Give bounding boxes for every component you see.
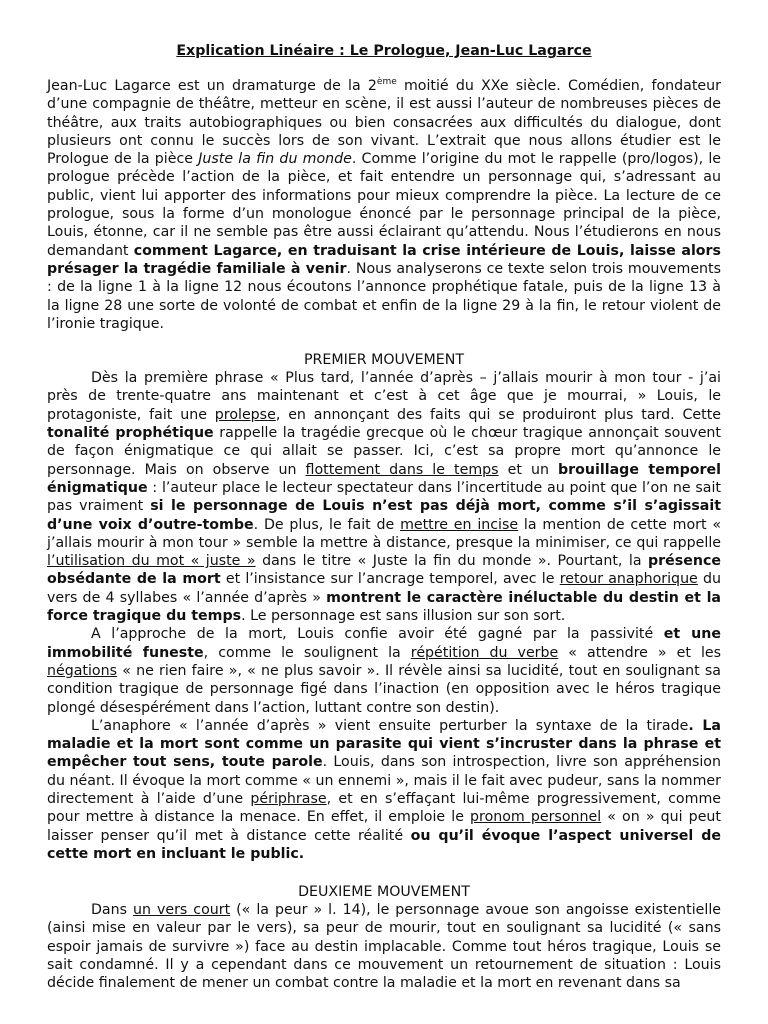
underlined-term: pronom personnel — [470, 809, 602, 826]
text: et l’insistance sur l’ancrage temporel, avec le — [220, 571, 560, 588]
text: la mention de cette mort « j’allais mourir à mon tour » semble la mettre à distance, presque la minimiser, ce qui rappelle — [47, 516, 722, 551]
bold-term: tonalité prophétique — [47, 425, 214, 442]
underlined-term: négations — [47, 662, 117, 679]
text: A l’approche de la mort, Louis confie avoir été gagné par la passivité — [91, 626, 664, 643]
text: « attendre » et les — [558, 644, 722, 661]
text: « ne rien faire », « ne plus savoir ». Il révèle ainsi sa lucidité, tout en soulignant sa condition tragique de personnage figé dans l’inaction (en opposition avec le héros tragique plongé désespérément dans l’action, luttant contre son destin). — [47, 662, 721, 716]
bold-term: si le personnage de Louis n’est pas déjà mort, comme s’il s’agissait d’une voix d’outre-tombe — [47, 498, 721, 533]
section-heading-deuxieme: DEUXIEME MOUVEMENT — [298, 884, 470, 901]
underlined-term: flottement dans le temps — [305, 461, 499, 478]
text: , comme le soulignent la — [203, 644, 411, 661]
text: dans le titre « Juste la fin du monde ». Pourtant, la — [255, 553, 649, 570]
intro-text: . Nous analyserons ce texte selon trois mouvements : de la ligne 1 à la ligne 12 nous écoutons l’annonce prophétique fatale, puis de la ligne 13 à la ligne 28 une sorte de volonté de combat et enfin de la ligne 29 à la fin, le retour violent de l’ironie tragique. — [47, 260, 721, 332]
underlined-term: retour anaphorique — [559, 571, 698, 588]
text: du vers de 4 syllabes « l’année d’après » — [47, 571, 722, 606]
text: et un — [498, 461, 558, 478]
bold-term: présence obsédante de la mort — [47, 553, 721, 588]
text: « on » qui peut laisser penser qu’il met à distance cette réalité — [47, 809, 721, 844]
intro-text: Jean-Luc Lagarce est un dramaturge de la 2 — [47, 78, 377, 94]
intro-paragraph — [47, 77, 721, 333]
section-heading-premier: PREMIER MOUVEMENT — [303, 352, 465, 369]
underlined-term: périphrase — [250, 790, 327, 807]
intro-text: moitié du XXe siècle. Comédien, fondateur d’une compagnie de théâtre, metteur en scène, il est aussi l’auteur de nombreuses pièces de théâtre, aux traits autobiographiques ou bien consacrées aux difficultés du dialogue, dont plusieurs ont connu le succès lors de son vivant. L’extrait que nous allons étudier est le Prologue de la pièce — [47, 78, 721, 168]
document-title: Explication Linéaire : Le Prologue, Jean-Luc Lagarce — [176, 43, 592, 59]
text: L’anaphore « l’année d’après » vient ensuite perturber la syntaxe de la tirade — [91, 717, 689, 734]
underlined-term: un vers court — [132, 902, 231, 919]
body-paragraph — [47, 625, 721, 716]
text: Dès la première phrase « Plus tard, l’année d’après – j’allais mourir à mon tour - j’ai près de trente-quatre ans maintenant et c’est à cet âge que je mourrai, » Louis, le protagoniste, fait une — [47, 370, 721, 423]
underlined-term: l’utilisation du mot « juste » — [47, 553, 256, 570]
intro-text: . Comme l’origine du mot le rappelle (pro/logos), le prologue précède l’action de la pièce, et fait entendre un personnage qui, s’adressant au public, vient lui apporter des informations pour mieux comprendre la pièce. La lecture de ce prologue, sous la forme d’un monologue énoncé par le personnage principal de la pièce, Louis, étonne, car il ne semble pas être aussi éclairant qu’attendu. Nous l’étudierons en nous demandant — [47, 151, 721, 259]
text: . Louis, dans son introspection, livre son appréhension du néant. Il évoque la mort comme « un ennemi », mais il le fait avec pudeur, sans la nommer directement à l’aide d’une — [47, 754, 721, 807]
bold-term: brouillage temporel énigmatique — [47, 461, 721, 496]
underlined-term: mettre en incise — [400, 516, 519, 533]
underlined-term: répétition du verbe — [410, 644, 559, 661]
text: . De plus, le fait de — [253, 516, 401, 533]
problematique: comment Lagarce, en traduisant la crise intérieure de Louis, laisse alors présager la tragédie familiale à venir — [47, 242, 721, 277]
bold-term: . La maladie et la mort sont comme un parasite qui vient s’incruster dans la phrase et empêcher tout sens, toute parole — [47, 717, 721, 771]
bold-term: et une immobilité funeste — [47, 626, 722, 661]
text: , en annonçant des faits qui se produiront plus tard. Cette — [275, 406, 721, 423]
text: Dans — [91, 902, 133, 919]
underlined-term: prolepse — [214, 406, 276, 423]
text: . Le personnage est sans illusion sur son sort. — [241, 608, 566, 625]
text: , et en s’effaçant lui-même progressivement, comme pour mettre à distance la menace. En effet, il emploie le — [47, 790, 721, 826]
bold-term: montrent le caractère inéluctable du destin et la force tragique du temps — [47, 589, 722, 625]
body-paragraph — [47, 901, 721, 992]
play-title: Juste la fin du monde — [198, 151, 352, 168]
text: (« la peur » l. 14), le personnage avoue son angoisse existentielle (ainsi mise en valeur par le vers), sa peur de mourir, tout en soulignant sa lucidité (« sans espoir jamais de survivre ») face au destin implacable. Comme tout héros tragique, Louis se sait condamné. Il y a cependant dans ce mouvement un retournement de situation : Louis décide finalement de mener un combat contre la maladie et la mort en revenant dans sa — [47, 902, 721, 992]
superscript: ème — [376, 77, 397, 87]
text: rappelle la tragédie grecque où le chœur tragique annonçait souvent de façon énigmatique ce qui allait se passer. Ici, c’est sa propre mort qu’annonce le personnage. Mais on observe un — [47, 425, 721, 478]
body-paragraph — [47, 369, 721, 625]
text: : l’auteur place le lecteur spectateur dans l’incertitude au point que l’on ne sait pas vraiment — [47, 479, 721, 515]
body-paragraph — [47, 717, 721, 863]
bold-term: ou qu’il évoque l’aspect universel de cette mort en incluant le public. — [47, 827, 721, 862]
